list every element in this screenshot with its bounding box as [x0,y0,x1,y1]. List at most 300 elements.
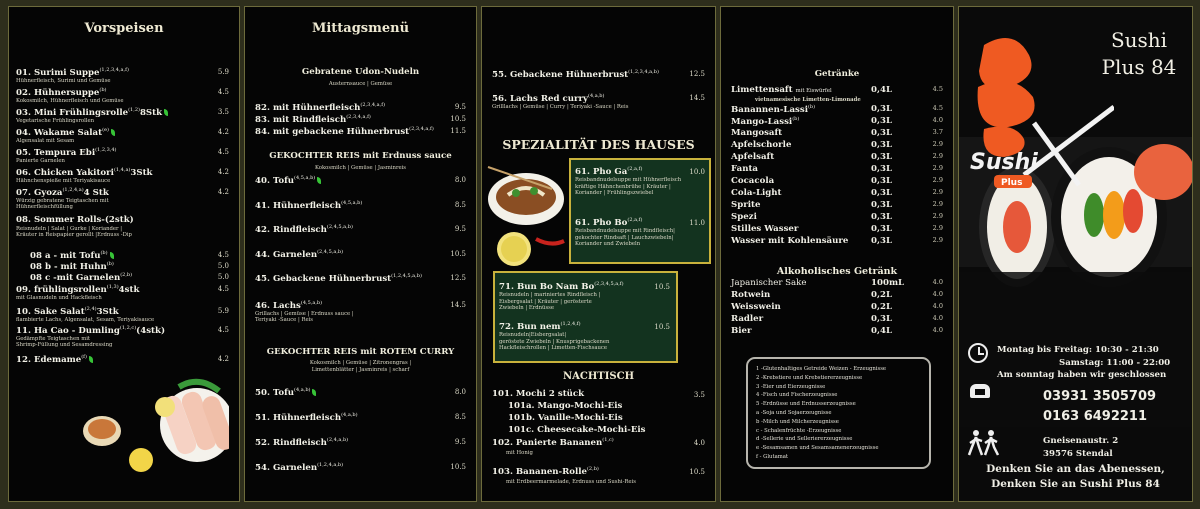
drink-row [731,152,943,162]
item-name [575,166,642,177]
allergen-codes: (4,5,a,b) [341,200,363,206]
item-price: 11.5 [450,127,466,135]
drink-volume: 0,3L [871,236,892,246]
bun-box [493,271,678,363]
drink-name: Radler [731,314,764,324]
item-price: 10.5 [654,283,670,291]
brand-line-2: Plus 84 [1101,55,1177,79]
slogan [959,462,1192,492]
item-price: 8.0 [454,176,466,184]
item-price: 14.5 [689,94,705,102]
item-name-text: 41. Hühnerfleisch [255,200,342,211]
item-description: Kokosmilch, Hühnerfleisch und Gemüse [16,98,124,104]
drink-name [731,236,848,246]
item-name [499,281,624,292]
drink-name: Weisswein [731,302,781,312]
item-description: Hühnerfleischfüllung [16,204,73,210]
drink-volume: 0,3L [871,188,892,198]
item-price: 9.5 [454,225,466,233]
item-name-text: 03. Mini Frühlingsrolle [16,107,129,118]
item-name-text: 52. Rindfleisch [255,437,327,448]
allergen-line: 3 -Eier und Eierzeugnisse [756,383,826,390]
item-description: Gedämpfte Teigtaschen mit [16,336,91,342]
item-name-text: 72. Bun nem [499,321,561,332]
drink-price: 2.9 [932,224,943,232]
drink-price: 2.9 [932,176,943,184]
item-name [255,126,434,137]
drink-name-text: Apfelsaft [731,152,775,162]
drink-name [731,200,760,210]
drink-name [731,212,757,222]
drink-volume: 0,3L [871,224,892,234]
item-name [255,462,343,473]
vegetarian-leaf-icon [317,177,321,184]
clock-icon [968,343,988,363]
item-price: 4.5 [217,251,229,259]
drink-price: 2.9 [932,236,943,244]
drink-volume: 0,3L [871,104,892,114]
item-name [16,187,109,198]
item-name-text: 55. Gebackene Hühnerbrust [492,69,629,80]
item-description: Vegetarische Frühlingsrollen [16,118,95,124]
item-name-text: 08 b - mit Huhn [30,261,107,272]
drink-row [731,104,943,115]
drink-price: 4.0 [932,314,943,322]
section-title: Mittagsmenü [311,21,410,36]
item-name [255,412,358,423]
item-description: Hühnerfleisch, Surimi und Gemüse [16,78,111,84]
item-name-text: 56. Lachs Red curry [492,93,589,104]
allergen-line: c - Schalenfrüchte -Erzeugnisse [756,427,842,434]
drink-price: 2.9 [932,188,943,196]
drink-price: 4.5 [932,104,943,112]
drink-price: 2.9 [932,212,943,220]
item-name [508,413,623,423]
phone-2[interactable]: 0163 6492211 [1043,409,1148,424]
item-description: kräftige Hähnchenbrühe | Kräuter | [575,183,671,190]
item-price: 9.5 [454,103,466,111]
allergen-box [746,357,931,469]
phone-icon [970,384,990,398]
item-name-text: 45. Gebackene Hühnerbrust [255,273,392,284]
item-name [575,217,642,228]
drink-volume: 0,3L [871,314,892,324]
item-name-suffix: 4 Stk [83,187,109,198]
allergen-codes: (2,b) [120,272,133,278]
getraenke-title: Getränke [814,69,860,79]
item-name-text: 101. Mochi 2 stück [492,389,585,399]
item-name [16,284,139,295]
allergen-line: 1 -Glutenhaltiges Getreide Weizen - Erzeugnisse [756,366,887,372]
section-subtitle: Kokosmilch | Gemüse | Zitronengras | [309,360,412,366]
drink-name-text: Cola-Light [731,188,782,198]
item-name-suffix: (4stk) [136,325,166,336]
item-name-text: 08 a - mit Tofu [30,250,101,261]
item-price: 4.2 [217,128,229,136]
allergen-codes: (1,2) [128,107,140,113]
allergen-codes: (4,a,b) [588,93,605,99]
item-description: Reisnudeln | mariniertes Rindfleisch | [499,292,601,298]
item-name [255,437,348,448]
item-name-text: 103. Bananen-Rolle [492,466,587,477]
item-price: 10.5 [689,468,705,476]
allergen-codes: (1,2,4,f) [560,321,581,327]
item-name-text: 05. Tempura Ebi [16,147,96,158]
allergen-codes: (2,a,f) [627,166,643,172]
item-name [16,306,119,317]
drink-price: 2.9 [932,140,943,148]
item-price: 12.5 [450,274,466,282]
item-description: Kräuter in Reispapier gerollt |Erdnuss -Dip [16,232,132,238]
allergen-codes: (4,a,b) [294,387,311,393]
allergen-line: d -Sellerie und Selleriererzeugnisse [756,436,853,443]
allergen-line: 5 -Erdnüsse und Erdnusserzeugnisse [756,401,856,408]
address-street: Gneisenaustr. 2 [1043,436,1119,446]
drink-name-text: Wasser mit Kohlensäure [731,236,849,246]
allergen-line: 2 -Krebstiere und Krebstiererzeugnisse [756,374,863,381]
drink-price: 2.9 [932,164,943,172]
item-name-text: 44. Garnelen [255,249,318,260]
item-name-text: 101a. Mango-Mochi-Eis [508,401,623,411]
allergen-codes: (1,2,3,4) [95,147,117,153]
drink-name-text: Fanta [731,164,758,174]
item-name-text: 12. Edemame [16,354,82,365]
item-name [255,300,322,311]
allergen-codes: (2,a,f) [627,217,643,223]
item-price: 10.0 [689,168,705,176]
panel-info [958,6,1193,502]
allergen-codes: (2,4,5,a,b) [326,224,353,230]
item-description: mit Erdbeermarmelade, Erdnuss und Sushi-Reis [506,479,636,485]
address-city: 39576 Stendal [1043,448,1113,459]
item-name [255,175,321,186]
vegetarian-leaf-icon [312,389,316,396]
item-description: Panierte Garnelen [16,158,65,164]
drink-row [731,278,943,288]
item-name [255,114,371,125]
allergen-codes: (4,5,a,b) [294,175,316,181]
item-name-text: 10. Sake Salat [16,306,85,317]
item-name [492,437,614,448]
allergen-codes: (2,b) [586,466,599,472]
item-name-text: 11. Ha Cao - Dumling [16,325,120,336]
panel-spezialitaeten [481,6,716,502]
drink-price: 2.9 [932,152,943,160]
item-name [508,425,645,435]
item-price: 4.2 [217,355,229,363]
pho-box [569,158,711,264]
allergen-codes: (f) [81,354,87,360]
drink-name [731,85,832,95]
section-heading: GEKOCHTER REIS mit Erdnuss sauce [269,151,452,161]
drink-row [731,326,943,336]
allergen-codes: (1,2,3,4,a,b) [628,69,659,75]
drink-name-text: Stilles Wasser [731,224,799,234]
allergen-codes: (b) [792,116,800,122]
drink-description: vietnamesische Limetten-Limonade [755,97,861,103]
item-name-text: 09. frühlingsrollen [16,284,107,295]
drink-name [731,164,758,174]
drink-row [731,176,943,186]
item-price: 4.5 [217,88,229,96]
allergen-codes: (2,3,4,a,f) [360,102,386,108]
drink-name-text: Mango-Lassi [731,116,793,127]
item-name-text: 71. Bun Bo Nam Bo [499,281,595,292]
item-description: Hackfleischrollen | Limetten-Fischsauce [499,345,608,351]
vegetarian-leaf-icon [111,129,115,136]
item-name-suffix: 3Stk [96,306,119,317]
item-name [16,147,117,158]
allergen-codes: (1,c) [602,437,614,443]
item-price: 11.0 [689,219,705,227]
drink-name [731,140,791,150]
item-name [16,325,165,336]
item-name-text: 08 c -mit Garnelen [30,272,121,283]
item-name [30,261,114,272]
item-description: Grillachs | Gemüse | Erdnuss sauce | [255,311,354,317]
drink-price: 3.7 [932,128,943,136]
item-price: 8.0 [454,388,466,396]
vegetarian-leaf-icon [110,252,114,259]
item-description: Koriander | Frühlingszwiebel [575,190,654,196]
item-name-text: 50. Tofu [255,387,295,398]
item-name-text: 101c. Cheesecake-Mochi-Eis [508,425,646,435]
drink-name-text: Banannen-Lassi [731,104,808,115]
item-price: 4.5 [217,326,229,334]
item-name-text: 82. mit Hühnerfleisch [255,102,361,113]
item-name-text: 61. Pho Ga [575,166,628,177]
drink-volume: 0,3L [871,176,892,186]
item-name [16,67,129,78]
drink-row [731,85,943,103]
allergen-line: b -Milch und Milcherzeugnisse [756,418,839,425]
item-name [16,87,106,98]
drink-name [731,188,782,198]
alkohol-title: Alkoholisches Getränk [776,266,898,277]
drink-name [731,152,774,162]
item-name [492,466,599,477]
item-name-text: 04. Wakame Salat [16,127,103,138]
item-description: Grilllachs | Gemüse | Curry | Teriyaki -Sauce | Reis [492,104,629,110]
allergen-codes: (2,4) [84,306,97,312]
drink-name-text: Sprite [731,200,761,210]
allergen-codes: (2,3,4,5,a,f) [594,281,624,287]
item-name [16,215,134,225]
item-price: 4.5 [217,148,229,156]
nachtisch-title: NACHTISCH [562,371,635,382]
item-description: Eisbergsalat | Kräuter | gerösterte [499,298,592,305]
allergen-codes: (1,2,3,4,a,f) [99,67,129,73]
item-description: Reisbandnudelsuppe mit Hühnerfleisch [575,177,682,183]
item-name-text: 51. Hühnerfleisch [255,412,342,423]
item-description: Reisbandnudelsuppe mit Rindfleisch| [575,228,675,234]
drink-row [731,224,943,234]
drink-name [731,117,799,127]
item-description: mit Glasnudeln und Hackfleisch [16,295,102,301]
item-name [30,272,132,283]
drink-volume: 0,3L [871,164,892,174]
item-name-text: 84. mit gebackene Hühnerbrust [255,126,410,137]
item-name-text: 101b. Vanille-Mochi-Eis [508,413,623,423]
vegetarian-leaf-icon [89,356,93,363]
allergen-codes: (1,2,4,a,b) [317,462,344,468]
walking-people-icon [967,429,1001,457]
section-subtitle: Austernsauce | Gemüse [328,81,393,87]
item-price: 4.2 [217,168,229,176]
item-price: 10.5 [450,115,466,123]
section-subtitle: Kokosmilch | Gemüse | Jasminreis [314,165,407,171]
hours-saturday: Samstag: 11:00 - 22:00 [1059,357,1171,368]
item-name-text: 06. Chicken Yakitori [16,167,114,178]
item-price: 3.5 [217,108,229,116]
allergen-line: f - Glutamat [756,453,789,460]
item-name [255,200,362,211]
item-description: Hähnchenspieße mit Teriyakisauce [16,178,111,184]
drink-row [731,164,943,174]
drink-row [731,302,943,312]
drink-row [731,116,943,127]
drink-name-text: Spezi [731,212,757,222]
item-price: 4.2 [217,188,229,196]
item-name-suffix: 8Stk [139,107,163,118]
allergen-line: 4 -Fisch und Fischerzeugnisse [756,392,838,399]
item-price: 10.5 [450,463,466,471]
phone-1[interactable]: 03931 3505709 [1043,389,1157,404]
item-name [492,93,604,104]
item-description: Shrimp-Füllung und Sesamdressing [16,342,113,348]
item-name [492,389,584,399]
item-description: Reisnudeln|Eisbergsalat| [499,332,567,338]
spring-rolls-image [69,367,229,477]
item-name [492,69,659,80]
drink-price: 2.9 [932,200,943,208]
drink-name-text: Apfelschorle [731,140,792,150]
allergen-codes: (1,4,a) [113,167,131,173]
drink-name: Rotwein [731,290,771,300]
allergen-codes: (2,3,4,a,f) [409,126,434,132]
allergen-codes: (4,a,b) [341,412,358,418]
item-name [16,107,168,118]
drink-row [731,140,943,150]
item-description: flambierte Lachs, Algensalat, Sesam, Teriyakisauce [16,317,155,323]
drink-volume: 0,3L [871,128,892,138]
item-name [30,250,114,261]
drink-row [731,236,943,246]
item-name-text: 08. Sommer Rolls-(2stk) [16,215,134,225]
hours-sunday: Am sonntag haben wir geschlossen [997,370,1167,380]
drink-name [731,224,798,234]
opening-hours [997,344,1189,382]
item-name-text: 02. Hühnersuppe [16,87,100,98]
drink-row [731,188,943,198]
logo-text: Sushi [970,150,1038,175]
drink-volume: 100mL [871,278,905,288]
logo-plus-text: Plus [1001,178,1023,188]
allergen-codes: (1,2,4,a) [62,187,84,193]
allergen-codes: (2,3,4,a,f) [346,114,371,120]
vorspeisen-list [16,67,239,397]
item-name [255,224,353,235]
drink-name [731,128,782,138]
item-name-text: 42. Rindfleisch [255,224,327,235]
drink-volume: 0,2L [871,290,892,300]
item-price: 5.0 [217,262,229,270]
drink-volume: 0,3L [871,152,892,162]
drink-volume: 0,3L [871,212,892,222]
panel-mittagsmenue [244,6,477,502]
allergen-codes: (2,4,5,a,b) [317,248,344,255]
panel-getraenke [720,6,954,502]
item-description: mit Honig [506,450,533,456]
allergen-line: a -Soja und Sojaerzeugnisse [756,409,832,416]
item-price: 8.5 [454,413,466,421]
mittag-list [255,7,476,501]
section-subtitle: Limettenblätter | Jasminreis | scharf [311,367,410,373]
item-price: 9.5 [454,438,466,446]
allergen-codes: (b) [100,250,108,256]
drink-name-text: Cocacola [731,176,775,186]
drink-volume: 0,2L [871,302,892,312]
item-name [16,354,93,365]
item-price: 5.9 [217,68,229,76]
item-price: 5.0 [217,273,229,281]
drink-name: Japanischer Sake [731,278,807,288]
allergen-codes: (4,5,a,b) [300,300,323,306]
drink-row [731,290,943,300]
item-description: gekochter Rindsaft | Lauchzwiebeln| [575,234,674,241]
item-description: Teriyaki -Sauce | Reis [255,317,313,323]
item-name [499,321,581,332]
allergen-codes: (e) [102,127,109,133]
item-name-text: 54. Garnelen [255,462,318,473]
drink-row [731,314,943,324]
mitte-top [492,7,715,127]
slogan-line-1: Denken Sie an das Abenessen, [986,463,1165,475]
item-name [255,102,385,113]
drink-volume: 0,4L [871,326,892,336]
drink-price: 4.5 [932,85,943,93]
item-description: Reisnudeln | Salat | Gurke | Koriander | [16,226,123,232]
item-name-text: 102. Panierte Bananen [492,437,603,448]
nachtisch-list [492,383,715,493]
panel-vorspeisen [8,6,240,502]
vegetarian-leaf-icon [164,109,168,116]
drink-note: mit Eiswürfel [795,88,832,94]
item-price: 3.5 [693,391,705,399]
item-name-text: 40. Tofu [255,175,295,186]
allergen-codes: (b) [807,104,816,110]
allergen-line: e -Sesamsamen und Sesamsamenerzeugnisse [756,445,879,452]
item-price: 4.0 [693,439,705,447]
allergen-codes: (1,2,4,5,a,b) [391,273,422,279]
item-name [508,401,622,411]
item-description: Würzig gebratene Teigtaschen mit [16,198,109,204]
item-name-suffix: 3Stk [130,167,153,178]
item-description: geröstete Zwiebeln | Knusprigebackenen [499,338,610,345]
drink-price: 4.0 [932,278,943,286]
drink-row [731,212,943,222]
drink-row [731,128,943,138]
item-description: Koriander und Zwiebeln [575,241,641,247]
item-price: 10.5 [654,323,670,331]
address [1043,435,1118,460]
drink-name: Bier [731,326,752,336]
allergen-codes: (1,3) [106,284,119,290]
drink-name [731,105,815,115]
drink-price: 4.0 [932,116,943,124]
item-price: 8.5 [454,201,466,209]
drink-price: 4.0 [932,326,943,334]
